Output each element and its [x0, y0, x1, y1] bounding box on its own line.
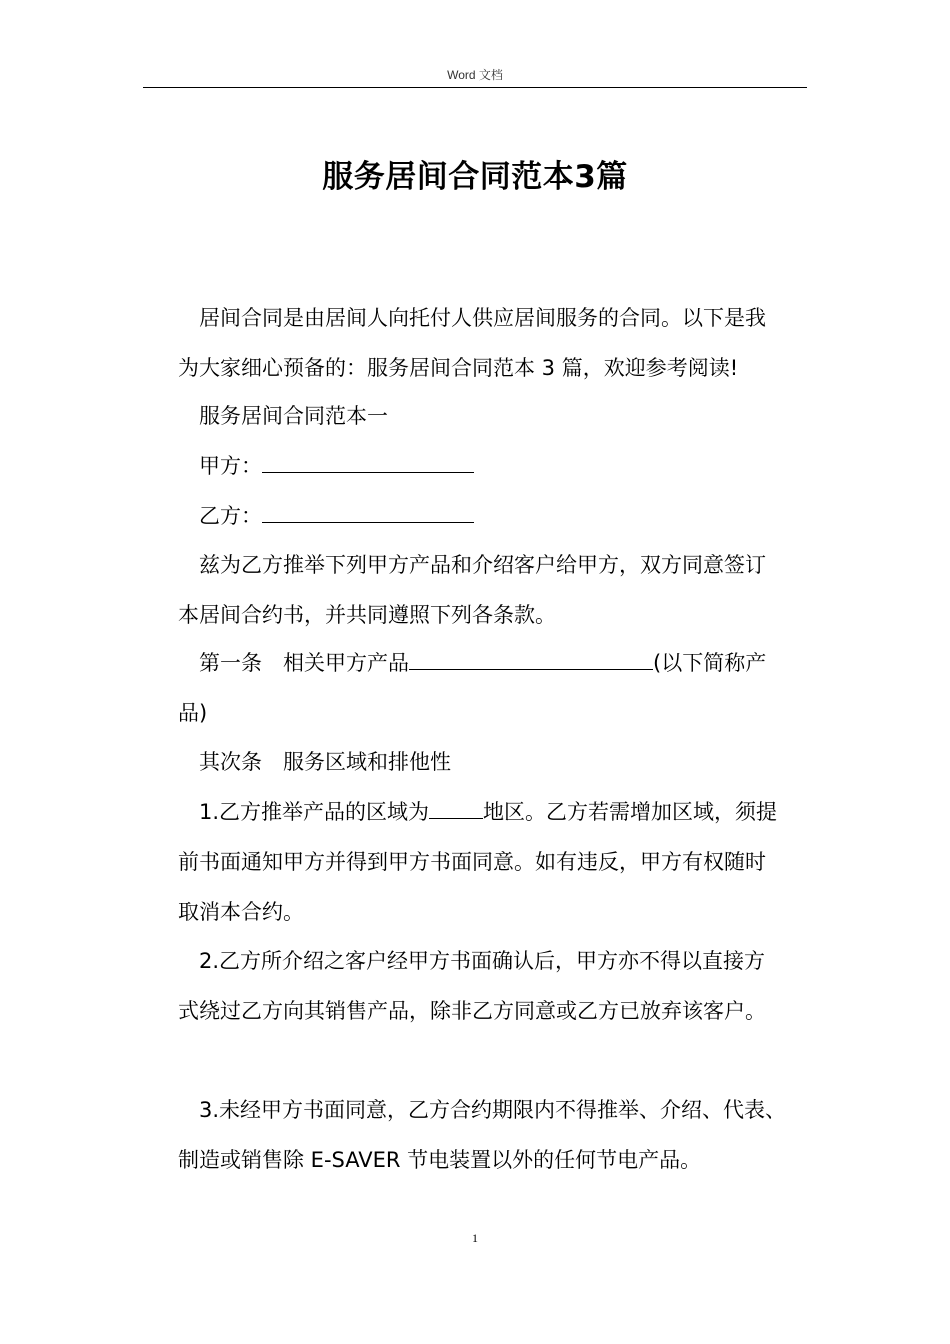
- party-b-line: [178, 491, 810, 541]
- clause-1-line-1: [178, 787, 810, 837]
- clause-1-line-3: 取消本合约。: [178, 900, 304, 924]
- clause-1-suffix: 地区。乙方若需增加区域，须提: [483, 800, 778, 824]
- party-b-blank: [262, 500, 474, 523]
- clause-2-line-1: 2.乙方所介绍之客户经甲方书面确认后，甲方亦不得以直接方: [199, 949, 766, 973]
- clause-2-paragraph: [178, 936, 810, 1036]
- clause-3-paragraph: [178, 1085, 810, 1185]
- article-1-line-2: 品): [178, 701, 208, 725]
- clause-1-paragraph: [178, 787, 810, 937]
- preamble-line-1: 兹为乙方推举下列甲方产品和介绍客户给甲方，双方同意签订: [199, 553, 766, 577]
- product-blank: [409, 647, 653, 670]
- page-number: 1: [472, 1231, 478, 1245]
- clause-1-line-2: 前书面通知甲方并得到甲方书面同意。如有违反，甲方有权随时: [178, 850, 766, 874]
- clause-1-prefix: 1.乙方推举产品的区域为: [199, 800, 430, 824]
- intro-paragraph: [178, 293, 810, 393]
- section-heading-text: 服务居间合同范本一: [199, 404, 388, 428]
- header-divider: [143, 87, 807, 88]
- intro-line-2: 为大家细心预备的：服务居间合同范本 3 篇，欢迎参考阅读!: [178, 356, 739, 380]
- party-a-blank: [262, 450, 474, 473]
- article-1-suffix: (以下简称产: [653, 651, 767, 675]
- party-b-label: 乙方：: [199, 504, 262, 528]
- page-header: Word 文档: [447, 68, 503, 82]
- preamble-line-2: 本居间合约书，并共同遵照下列各条款。: [178, 603, 556, 627]
- clause-2-line-2: 式绕过乙方向其销售产品，除非乙方同意或乙方已放弃该客户。: [178, 999, 766, 1023]
- article-2-heading: [178, 737, 810, 787]
- party-a-line: [178, 441, 810, 491]
- intro-line-1: 居间合同是由居间人向托付人供应居间服务的合同。以下是我: [199, 306, 766, 330]
- article-1-line-1: [178, 638, 810, 688]
- clause-3-line-2: 制造或销售除 E-SAVER 节电装置以外的任何节电产品。: [178, 1148, 702, 1172]
- article-1-paragraph: [178, 638, 810, 738]
- preamble-paragraph: [178, 540, 810, 640]
- party-a-label: 甲方：: [199, 454, 262, 478]
- party-b-row: [178, 491, 810, 541]
- clause-3-line-1: 3.未经甲方书面同意，乙方合约期限内不得推举、介绍、代表、: [199, 1098, 787, 1122]
- document-title: 服务居间合同范本3篇: [322, 159, 628, 195]
- section-heading: [178, 391, 810, 441]
- article-1-prefix: 第一条 相关甲方产品: [199, 651, 409, 675]
- party-a-row: [178, 441, 810, 491]
- region-blank: [429, 796, 483, 819]
- article-2-heading-text: 其次条 服务区域和排他性: [199, 750, 451, 774]
